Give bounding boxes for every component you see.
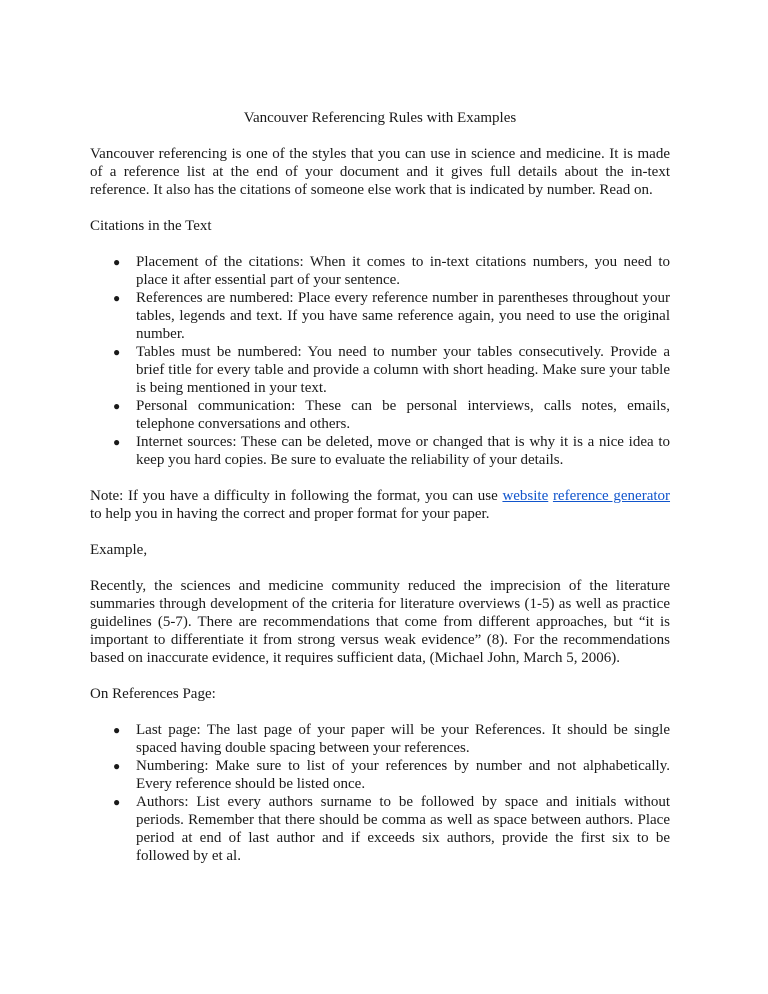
list-item <box>90 397 670 433</box>
note-suffix: to help you in having the correct and proper format for your paper. <box>90 506 490 522</box>
section-heading-citations: Citations in the Text <box>90 218 212 234</box>
list-item-text: References are numbered: Place every reference number in parentheses throughout your tables, legends and text. If you have same reference again, you need to use the original number. <box>136 290 670 342</box>
bullet-icon: ● <box>113 399 121 413</box>
example-label: Example, <box>90 542 148 558</box>
list-item-text: Last page: The last page of your paper will be your References. It should be single spaced having double spacing between your references. <box>136 722 670 756</box>
note-prefix: Note: If you have a difficulty in following the format, you can use <box>90 488 503 504</box>
bullet-icon: ● <box>113 759 121 773</box>
bullet-icon: ● <box>113 435 121 449</box>
bullet-icon: ● <box>113 723 121 737</box>
list-item <box>90 343 670 397</box>
list-item <box>90 757 670 793</box>
document-title: Vancouver Referencing Rules with Examples <box>243 110 517 126</box>
intro-paragraph: Vancouver referencing is one of the styles that you can use in science and medicine. It is made of a reference list at the end of your document and it gives full details about the in-text reference. It also has the citations of someone else work that is indicated by number. Read on. <box>90 146 670 198</box>
note-paragraph <box>90 487 670 523</box>
reference-generator-link[interactable]: reference generator <box>552 488 671 504</box>
list-item <box>90 433 670 469</box>
example-paragraph: Recently, the sciences and medicine community reduced the imprecision of the literature summaries through development of the criteria for literature overviews (1-5) as well as practice guidelines (5-7). There are recommendations that come from different approaches, but “it is important to differentiate it from strong versus weak evidence” (8). For the recommendations based on inaccurate evidence, it requires sufficient data, (Michael John, March 5, 2006). <box>90 578 670 666</box>
bullet-icon: ● <box>113 795 121 809</box>
citations-bullet-list <box>90 253 670 469</box>
bullet-icon: ● <box>113 255 121 269</box>
list-item-text: Placement of the citations: When it comes to in-text citations numbers, you need to place it after essential part of your sentence. <box>136 254 670 288</box>
list-item <box>90 289 670 343</box>
references-bullet-list <box>90 721 670 865</box>
list-item-text: Personal communication: These can be personal interviews, calls notes, emails, telephone conversations and others. <box>136 398 670 432</box>
document-body <box>90 109 670 883</box>
list-item <box>90 253 670 289</box>
bullet-icon: ● <box>113 291 121 305</box>
bullet-icon: ● <box>113 345 121 359</box>
list-item-text: Authors: List every authors surname to be followed by space and initials without periods. Remember that there should be comma as well as space between authors. Place period at end of last author and if exceeds six authors, provide the first six to be followed by et al. <box>136 794 670 864</box>
section-heading-references: On References Page: <box>90 686 216 702</box>
list-item-text: Internet sources: These can be deleted, move or changed that is why it is a nice idea to keep you hard copies. Be sure to evaluate the reliability of your details. <box>136 434 670 468</box>
list-item <box>90 793 670 865</box>
list-item-text: Tables must be numbered: You need to number your tables consecutively. Provide a brief title for every table and provide a column with short heading. Make sure your table is being mentioned in your text. <box>136 344 670 396</box>
list-item-text: Numbering: Make sure to list of your references by number and not alphabetically. Every reference should be listed once. <box>136 758 670 792</box>
list-item <box>90 721 670 757</box>
website-link[interactable]: website <box>502 488 549 504</box>
